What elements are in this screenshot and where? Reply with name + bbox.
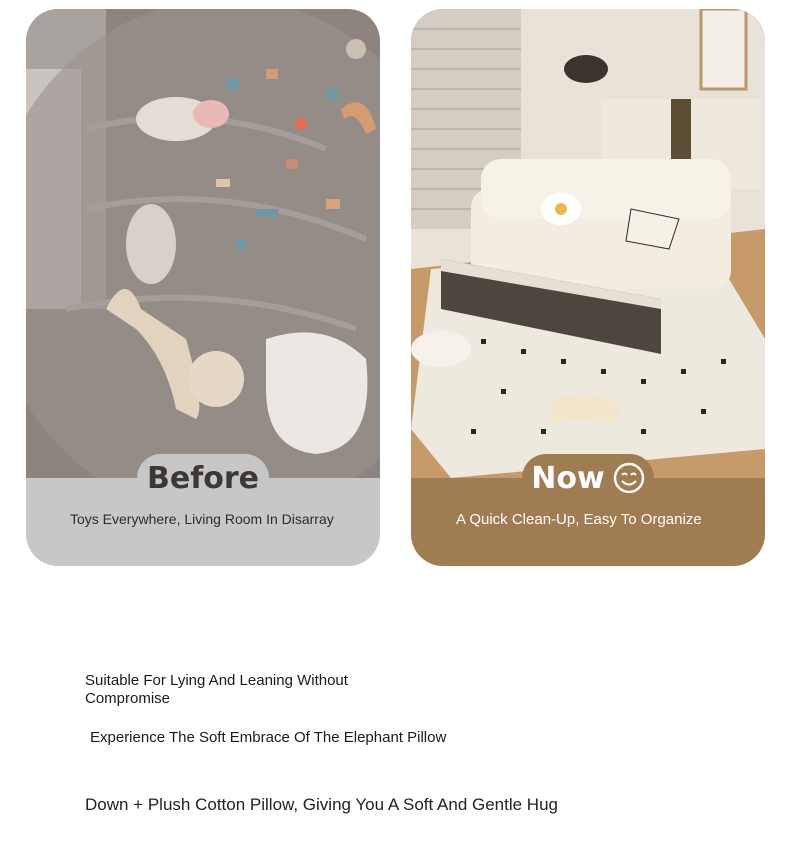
now-tab-label: Now	[531, 460, 605, 496]
before-caption: Toys Everywhere, Living Room In Disarray	[70, 511, 334, 527]
before-tab-label: Before	[146, 460, 260, 496]
feature-line-plush-pillow: Down + Plush Cotton Pillow, Giving You A Soft And Gentle Hug	[85, 795, 558, 814]
now-photo	[411, 9, 765, 478]
before-photo	[26, 9, 380, 478]
feature-line-elephant-pillow: Experience The Soft Embrace Of The Elephant Pillow	[90, 729, 447, 746]
feature-line-lying: Suitable For Lying And Leaning Without Compromise	[85, 672, 348, 707]
now-card	[411, 9, 765, 566]
now-tab	[522, 454, 654, 502]
before-tab	[137, 454, 269, 502]
now-caption: A Quick Clean-Up, Easy To Organize	[456, 511, 702, 528]
sofa-bed-living-room-photo	[411, 9, 765, 478]
toys-on-rug-photo	[26, 9, 380, 478]
smiley-face-icon	[613, 462, 645, 494]
before-card	[26, 9, 380, 566]
